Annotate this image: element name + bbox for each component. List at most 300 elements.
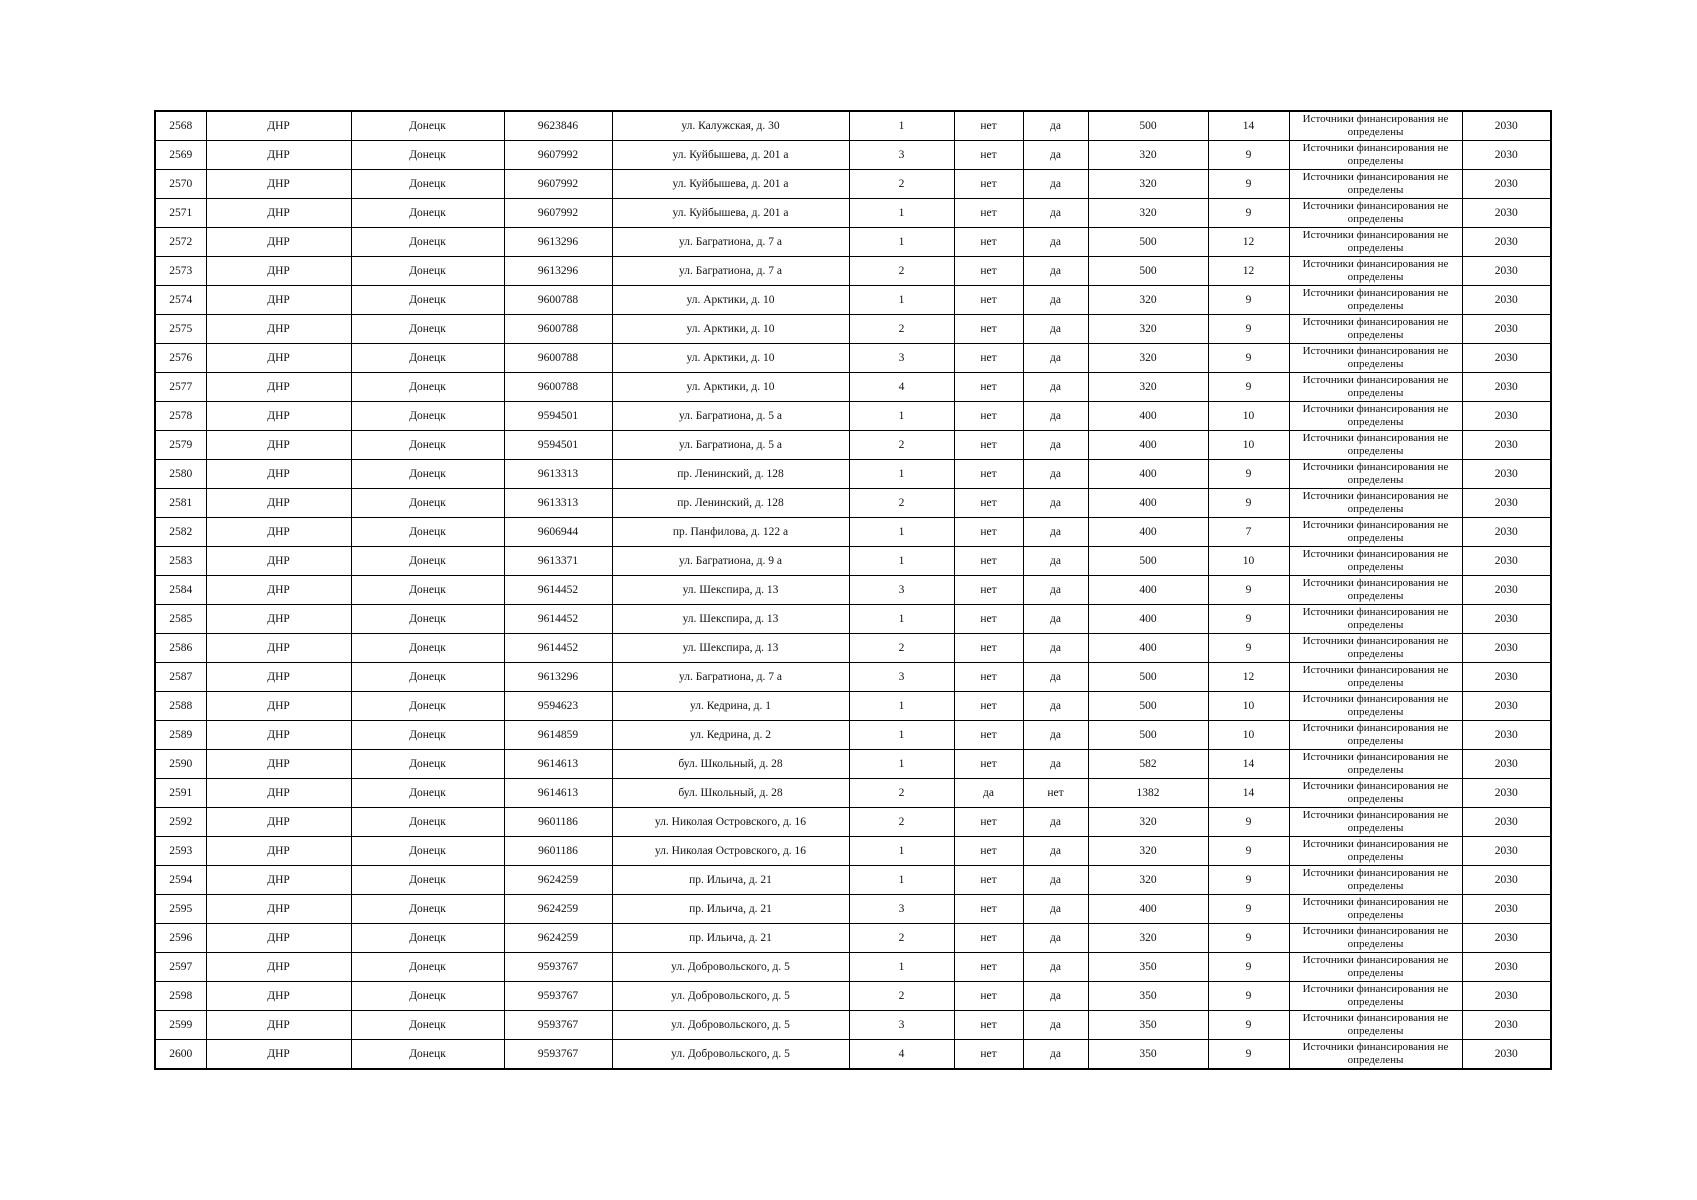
flag-a-cell: нет — [954, 692, 1023, 721]
table-row — [155, 779, 1551, 808]
address-cell: ул. Куйбышева, д. 201 а — [612, 141, 849, 170]
entrance-cell: 2 — [849, 431, 954, 460]
region-cell: ДНР — [206, 344, 351, 373]
city-cell: Донецк — [351, 605, 504, 634]
row-number-cell: 2587 — [155, 663, 206, 692]
address-cell: бул. Школьный, д. 28 — [612, 750, 849, 779]
entrance-cell: 2 — [849, 315, 954, 344]
table-row — [155, 924, 1551, 953]
table-row — [155, 228, 1551, 257]
value-cell: 320 — [1088, 924, 1208, 953]
flag-b-cell: да — [1023, 402, 1088, 431]
flag-a-cell: нет — [954, 373, 1023, 402]
funding-cell: Источники финансирования не определены — [1289, 866, 1462, 895]
value-cell: 500 — [1088, 257, 1208, 286]
entrance-cell: 3 — [849, 344, 954, 373]
row-number-cell: 2576 — [155, 344, 206, 373]
table-row — [155, 1040, 1551, 1070]
flag-a-cell: нет — [954, 518, 1023, 547]
value-cell: 400 — [1088, 518, 1208, 547]
year-cell: 2030 — [1462, 547, 1551, 576]
entrance-cell: 1 — [849, 605, 954, 634]
flag-b-cell: нет — [1023, 779, 1088, 808]
object-id-cell: 9624259 — [504, 866, 612, 895]
region-cell: ДНР — [206, 547, 351, 576]
floors-cell: 14 — [1208, 111, 1289, 141]
region-cell: ДНР — [206, 837, 351, 866]
address-cell: ул. Кедрина, д. 1 — [612, 692, 849, 721]
row-number-cell: 2599 — [155, 1011, 206, 1040]
region-cell: ДНР — [206, 489, 351, 518]
table-row — [155, 547, 1551, 576]
value-cell: 320 — [1088, 315, 1208, 344]
address-cell: пр. Ильича, д. 21 — [612, 866, 849, 895]
row-number-cell: 2585 — [155, 605, 206, 634]
city-cell: Донецк — [351, 808, 504, 837]
flag-b-cell: да — [1023, 866, 1088, 895]
region-cell: ДНР — [206, 982, 351, 1011]
value-cell: 400 — [1088, 402, 1208, 431]
floors-cell: 9 — [1208, 489, 1289, 518]
city-cell: Донецк — [351, 634, 504, 663]
address-cell: пр. Ильича, д. 21 — [612, 924, 849, 953]
year-cell: 2030 — [1462, 518, 1551, 547]
object-id-cell: 9624259 — [504, 895, 612, 924]
value-cell: 320 — [1088, 141, 1208, 170]
floors-cell: 12 — [1208, 257, 1289, 286]
flag-b-cell: да — [1023, 663, 1088, 692]
row-number-cell: 2575 — [155, 315, 206, 344]
funding-cell: Источники финансирования не определены — [1289, 141, 1462, 170]
floors-cell: 9 — [1208, 576, 1289, 605]
region-cell: ДНР — [206, 199, 351, 228]
floors-cell: 9 — [1208, 605, 1289, 634]
address-cell: ул. Шекспира, д. 13 — [612, 634, 849, 663]
funding-cell: Источники финансирования не определены — [1289, 489, 1462, 518]
floors-cell: 9 — [1208, 170, 1289, 199]
object-id-cell: 9613296 — [504, 257, 612, 286]
table-row — [155, 692, 1551, 721]
floors-cell: 7 — [1208, 518, 1289, 547]
city-cell: Донецк — [351, 170, 504, 199]
year-cell: 2030 — [1462, 402, 1551, 431]
address-cell: ул. Багратиона, д. 7 а — [612, 257, 849, 286]
year-cell: 2030 — [1462, 228, 1551, 257]
object-id-cell: 9600788 — [504, 286, 612, 315]
table-row — [155, 199, 1551, 228]
city-cell: Донецк — [351, 111, 504, 141]
flag-a-cell: нет — [954, 460, 1023, 489]
region-cell: ДНР — [206, 373, 351, 402]
table-row — [155, 837, 1551, 866]
address-cell: ул. Добровольского, д. 5 — [612, 953, 849, 982]
table-row — [155, 982, 1551, 1011]
address-cell: ул. Куйбышева, д. 201 а — [612, 170, 849, 199]
entrance-cell: 2 — [849, 489, 954, 518]
flag-a-cell: нет — [954, 663, 1023, 692]
region-cell: ДНР — [206, 663, 351, 692]
row-number-cell: 2570 — [155, 170, 206, 199]
floors-cell: 9 — [1208, 141, 1289, 170]
table-row — [155, 286, 1551, 315]
funding-cell: Источники финансирования не определены — [1289, 257, 1462, 286]
floors-cell: 9 — [1208, 866, 1289, 895]
object-id-cell: 9594501 — [504, 402, 612, 431]
table-row — [155, 808, 1551, 837]
value-cell: 582 — [1088, 750, 1208, 779]
row-number-cell: 2581 — [155, 489, 206, 518]
value-cell: 500 — [1088, 692, 1208, 721]
flag-b-cell: да — [1023, 489, 1088, 518]
year-cell: 2030 — [1462, 170, 1551, 199]
object-id-cell: 9607992 — [504, 170, 612, 199]
table-row — [155, 344, 1551, 373]
object-id-cell: 9594501 — [504, 431, 612, 460]
funding-cell: Источники финансирования не определены — [1289, 170, 1462, 199]
city-cell: Донецк — [351, 373, 504, 402]
object-id-cell: 9594623 — [504, 692, 612, 721]
year-cell: 2030 — [1462, 924, 1551, 953]
row-number-cell: 2600 — [155, 1040, 206, 1070]
floors-cell: 9 — [1208, 1011, 1289, 1040]
floors-cell: 9 — [1208, 373, 1289, 402]
address-cell: ул. Арктики, д. 10 — [612, 344, 849, 373]
flag-b-cell: да — [1023, 721, 1088, 750]
address-cell: ул. Багратиона, д. 5 а — [612, 431, 849, 460]
row-number-cell: 2584 — [155, 576, 206, 605]
row-number-cell: 2589 — [155, 721, 206, 750]
value-cell: 400 — [1088, 634, 1208, 663]
city-cell: Донецк — [351, 460, 504, 489]
address-cell: ул. Арктики, д. 10 — [612, 373, 849, 402]
row-number-cell: 2582 — [155, 518, 206, 547]
table-row — [155, 721, 1551, 750]
entrance-cell: 2 — [849, 257, 954, 286]
value-cell: 320 — [1088, 373, 1208, 402]
year-cell: 2030 — [1462, 895, 1551, 924]
city-cell: Донецк — [351, 547, 504, 576]
object-id-cell: 9593767 — [504, 953, 612, 982]
row-number-cell: 2571 — [155, 199, 206, 228]
floors-cell: 9 — [1208, 982, 1289, 1011]
city-cell: Донецк — [351, 228, 504, 257]
funding-cell: Источники финансирования не определены — [1289, 547, 1462, 576]
entrance-cell: 2 — [849, 779, 954, 808]
region-cell: ДНР — [206, 170, 351, 199]
value-cell: 350 — [1088, 953, 1208, 982]
object-id-cell: 9614452 — [504, 605, 612, 634]
funding-cell: Источники финансирования не определены — [1289, 315, 1462, 344]
city-cell: Донецк — [351, 953, 504, 982]
object-id-cell: 9601186 — [504, 837, 612, 866]
flag-b-cell: да — [1023, 1011, 1088, 1040]
floors-cell: 12 — [1208, 663, 1289, 692]
year-cell: 2030 — [1462, 199, 1551, 228]
flag-a-cell: нет — [954, 344, 1023, 373]
table-row — [155, 576, 1551, 605]
flag-b-cell: да — [1023, 228, 1088, 257]
row-number-cell: 2597 — [155, 953, 206, 982]
object-id-cell: 9607992 — [504, 141, 612, 170]
city-cell: Донецк — [351, 257, 504, 286]
region-cell: ДНР — [206, 692, 351, 721]
city-cell: Донецк — [351, 489, 504, 518]
address-cell: пр. Ильича, д. 21 — [612, 895, 849, 924]
value-cell: 320 — [1088, 170, 1208, 199]
table-row — [155, 605, 1551, 634]
funding-cell: Источники финансирования не определены — [1289, 924, 1462, 953]
city-cell: Донецк — [351, 518, 504, 547]
funding-cell: Источники финансирования не определены — [1289, 692, 1462, 721]
entrance-cell: 1 — [849, 199, 954, 228]
row-number-cell: 2596 — [155, 924, 206, 953]
floors-cell: 9 — [1208, 808, 1289, 837]
region-cell: ДНР — [206, 286, 351, 315]
entrance-cell: 1 — [849, 286, 954, 315]
flag-b-cell: да — [1023, 605, 1088, 634]
year-cell: 2030 — [1462, 866, 1551, 895]
funding-cell: Источники финансирования не определены — [1289, 431, 1462, 460]
city-cell: Донецк — [351, 721, 504, 750]
funding-cell: Источники финансирования не определены — [1289, 518, 1462, 547]
region-cell: ДНР — [206, 605, 351, 634]
flag-b-cell: да — [1023, 953, 1088, 982]
city-cell: Донецк — [351, 1011, 504, 1040]
floors-cell: 9 — [1208, 286, 1289, 315]
region-cell: ДНР — [206, 518, 351, 547]
table-row — [155, 373, 1551, 402]
address-cell: ул. Куйбышева, д. 201 а — [612, 199, 849, 228]
flag-b-cell: да — [1023, 1040, 1088, 1070]
value-cell: 500 — [1088, 111, 1208, 141]
funding-cell: Источники финансирования не определены — [1289, 228, 1462, 257]
table-row — [155, 431, 1551, 460]
table-row — [155, 460, 1551, 489]
flag-b-cell: да — [1023, 199, 1088, 228]
year-cell: 2030 — [1462, 1040, 1551, 1070]
entrance-cell: 2 — [849, 982, 954, 1011]
city-cell: Донецк — [351, 199, 504, 228]
year-cell: 2030 — [1462, 576, 1551, 605]
funding-cell: Источники финансирования не определены — [1289, 750, 1462, 779]
year-cell: 2030 — [1462, 460, 1551, 489]
object-id-cell: 9593767 — [504, 1011, 612, 1040]
flag-a-cell: нет — [954, 924, 1023, 953]
value-cell: 500 — [1088, 547, 1208, 576]
entrance-cell: 3 — [849, 141, 954, 170]
flag-b-cell: да — [1023, 634, 1088, 663]
value-cell: 400 — [1088, 576, 1208, 605]
address-cell: ул. Добровольского, д. 5 — [612, 982, 849, 1011]
flag-b-cell: да — [1023, 431, 1088, 460]
flag-a-cell: нет — [954, 1011, 1023, 1040]
funding-cell: Источники финансирования не определены — [1289, 982, 1462, 1011]
flag-b-cell: да — [1023, 924, 1088, 953]
table-row — [155, 111, 1551, 141]
table-row — [155, 170, 1551, 199]
row-number-cell: 2577 — [155, 373, 206, 402]
city-cell: Донецк — [351, 663, 504, 692]
floors-cell: 14 — [1208, 750, 1289, 779]
value-cell: 320 — [1088, 286, 1208, 315]
entrance-cell: 4 — [849, 1040, 954, 1070]
row-number-cell: 2573 — [155, 257, 206, 286]
region-cell: ДНР — [206, 402, 351, 431]
address-cell: ул. Николая Островского, д. 16 — [612, 837, 849, 866]
row-number-cell: 2586 — [155, 634, 206, 663]
flag-a-cell: нет — [954, 199, 1023, 228]
city-cell: Донецк — [351, 286, 504, 315]
table-row — [155, 315, 1551, 344]
address-cell: ул. Арктики, д. 10 — [612, 286, 849, 315]
floors-cell: 10 — [1208, 547, 1289, 576]
region-cell: ДНР — [206, 460, 351, 489]
flag-b-cell: да — [1023, 982, 1088, 1011]
flag-b-cell: да — [1023, 286, 1088, 315]
flag-a-cell: нет — [954, 576, 1023, 605]
year-cell: 2030 — [1462, 663, 1551, 692]
region-cell: ДНР — [206, 228, 351, 257]
object-id-cell: 9593767 — [504, 982, 612, 1011]
value-cell: 350 — [1088, 1011, 1208, 1040]
entrance-cell: 2 — [849, 634, 954, 663]
entrance-cell: 1 — [849, 111, 954, 141]
flag-a-cell: нет — [954, 634, 1023, 663]
object-id-cell: 9601186 — [504, 808, 612, 837]
year-cell: 2030 — [1462, 111, 1551, 141]
object-id-cell: 9614613 — [504, 750, 612, 779]
funding-cell: Источники финансирования не определены — [1289, 460, 1462, 489]
row-number-cell: 2595 — [155, 895, 206, 924]
row-number-cell: 2592 — [155, 808, 206, 837]
flag-a-cell: нет — [954, 837, 1023, 866]
floors-cell: 9 — [1208, 199, 1289, 228]
funding-cell: Источники финансирования не определены — [1289, 373, 1462, 402]
object-id-cell: 9606944 — [504, 518, 612, 547]
region-cell: ДНР — [206, 953, 351, 982]
row-number-cell: 2593 — [155, 837, 206, 866]
region-cell: ДНР — [206, 779, 351, 808]
row-number-cell: 2569 — [155, 141, 206, 170]
floors-cell: 9 — [1208, 895, 1289, 924]
floors-cell: 9 — [1208, 1040, 1289, 1070]
flag-b-cell: да — [1023, 895, 1088, 924]
flag-a-cell: нет — [954, 953, 1023, 982]
value-cell: 400 — [1088, 605, 1208, 634]
flag-a-cell: нет — [954, 257, 1023, 286]
year-cell: 2030 — [1462, 837, 1551, 866]
year-cell: 2030 — [1462, 431, 1551, 460]
funding-cell: Источники финансирования не определены — [1289, 344, 1462, 373]
year-cell: 2030 — [1462, 344, 1551, 373]
region-cell: ДНР — [206, 1011, 351, 1040]
floors-cell: 10 — [1208, 402, 1289, 431]
table-row — [155, 1011, 1551, 1040]
flag-b-cell: да — [1023, 111, 1088, 141]
flag-a-cell: нет — [954, 228, 1023, 257]
funding-cell: Источники финансирования не определены — [1289, 1011, 1462, 1040]
address-cell: пр. Ленинский, д. 128 — [612, 460, 849, 489]
flag-a-cell: нет — [954, 141, 1023, 170]
year-cell: 2030 — [1462, 373, 1551, 402]
address-cell: ул. Багратиона, д. 7 а — [612, 663, 849, 692]
value-cell: 500 — [1088, 663, 1208, 692]
value-cell: 400 — [1088, 431, 1208, 460]
address-cell: ул. Багратиона, д. 7 а — [612, 228, 849, 257]
funding-cell: Источники финансирования не определены — [1289, 779, 1462, 808]
city-cell: Донецк — [351, 402, 504, 431]
flag-a-cell: нет — [954, 605, 1023, 634]
value-cell: 400 — [1088, 895, 1208, 924]
floors-cell: 9 — [1208, 837, 1289, 866]
funding-cell: Источники финансирования не определены — [1289, 837, 1462, 866]
entrance-cell: 1 — [849, 721, 954, 750]
flag-b-cell: да — [1023, 460, 1088, 489]
flag-a-cell: нет — [954, 895, 1023, 924]
address-cell: бул. Школьный, д. 28 — [612, 779, 849, 808]
value-cell: 350 — [1088, 1040, 1208, 1070]
entrance-cell: 1 — [849, 866, 954, 895]
address-cell: ул. Арктики, д. 10 — [612, 315, 849, 344]
object-id-cell: 9624259 — [504, 924, 612, 953]
address-cell: ул. Багратиона, д. 5 а — [612, 402, 849, 431]
entrance-cell: 3 — [849, 895, 954, 924]
address-cell: ул. Добровольского, д. 5 — [612, 1040, 849, 1070]
row-number-cell: 2598 — [155, 982, 206, 1011]
row-number-cell: 2588 — [155, 692, 206, 721]
region-cell: ДНР — [206, 808, 351, 837]
entrance-cell: 4 — [849, 373, 954, 402]
funding-cell: Источники финансирования не определены — [1289, 402, 1462, 431]
year-cell: 2030 — [1462, 634, 1551, 663]
value-cell: 350 — [1088, 982, 1208, 1011]
funding-cell: Источники финансирования не определены — [1289, 199, 1462, 228]
table-row — [155, 141, 1551, 170]
table-row — [155, 634, 1551, 663]
object-id-cell: 9614452 — [504, 576, 612, 605]
funding-cell: Источники финансирования не определены — [1289, 953, 1462, 982]
row-number-cell: 2590 — [155, 750, 206, 779]
funding-cell: Источники финансирования не определены — [1289, 286, 1462, 315]
address-cell: ул. Кедрина, д. 2 — [612, 721, 849, 750]
floors-cell: 9 — [1208, 315, 1289, 344]
city-cell: Донецк — [351, 315, 504, 344]
funding-cell: Источники финансирования не определены — [1289, 111, 1462, 141]
floors-cell: 9 — [1208, 344, 1289, 373]
flag-b-cell: да — [1023, 518, 1088, 547]
entrance-cell: 1 — [849, 547, 954, 576]
funding-cell: Источники финансирования не определены — [1289, 663, 1462, 692]
entrance-cell: 2 — [849, 170, 954, 199]
region-cell: ДНР — [206, 866, 351, 895]
floors-cell: 9 — [1208, 924, 1289, 953]
flag-a-cell: нет — [954, 721, 1023, 750]
row-number-cell: 2594 — [155, 866, 206, 895]
row-number-cell: 2591 — [155, 779, 206, 808]
region-cell: ДНР — [206, 750, 351, 779]
year-cell: 2030 — [1462, 1011, 1551, 1040]
flag-a-cell: нет — [954, 808, 1023, 837]
entrance-cell: 3 — [849, 663, 954, 692]
table-row — [155, 895, 1551, 924]
city-cell: Донецк — [351, 779, 504, 808]
object-id-cell: 9613296 — [504, 663, 612, 692]
region-cell: ДНР — [206, 257, 351, 286]
object-id-cell: 9614859 — [504, 721, 612, 750]
region-cell: ДНР — [206, 315, 351, 344]
entrance-cell: 1 — [849, 460, 954, 489]
year-cell: 2030 — [1462, 692, 1551, 721]
